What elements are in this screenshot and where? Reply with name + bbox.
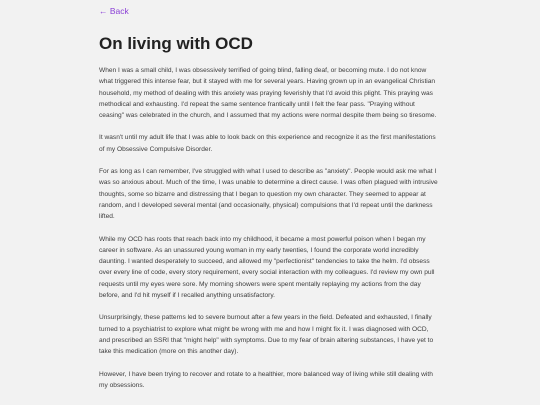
page-title: On living with OCD (99, 34, 253, 53)
article-container (99, 0, 441, 402)
article-paragraph-3: For as long as I can remember, I've struggled with what I used to describe as "anxiety". People would ask me what I was so anxious about. Much of the time, I was unable to determine a direct cause. I was often plagued with intrusive thoughts, some so bizarre and distressing that I began to question my own character. They seemed to appear at random, and I developed several mental (and occasionally, physical) compulsions that I'd repeat until the darkness lifted. (99, 168, 438, 221)
article-paragraph-5: Unsurprisingly, these patterns led to severe burnout after a few years in the field. Defeated and exhausted, I finally turned to a psychiatrist to explore what might be wrong with me and how I might fix it. I was diagnosed with OCD, and prescribed an SSRI that "might help" with symptoms. Due to my fear of brain altering substances, I have yet to take this medication (more on this another day). (99, 314, 434, 356)
article-paragraph-1: When I was a small child, I was obsessively terrified of going blind, falling deaf, or becoming mute. I do not know what triggered this intense fear, but it stayed with me for several years. Having grown up in an evangelical Christian household, my method of dealing with this anxiety was praying feverishly that I'd avoid this plight. This praying was methodical and exhausting. I'd repeat the same sentence frantically until I felt the fear pass. "Praying without ceasing" was celebrated in the church, and I assumed that my actions were normal despite them being so tiresome. (99, 67, 437, 120)
article-paragraph-4: While my OCD has roots that reach back into my childhood, it became a most powerful poison when I began my career in software. As an unassured young woman in my early twenties, I found the corporate world incredibly daunting. I wanted desperately to succeed, and allowed my "perfectionist" tendencies to take the helm. I'd obsess over every line of code, every story requirement, every social interaction with my colleagues. I'd review my own pull requests until my eyes were sore. My morning showers were spent mentally replaying my actions from the day before, and I'd hit myself if I recalled anything unsatisfactory. (99, 235, 435, 300)
back-link[interactable]: ← Back (99, 6, 129, 16)
article-paragraph-2: It wasn't until my adult life that I was able to look back on this experience and recognize it as the first manifestations of my Obsessive Compulsive Disorder. (99, 134, 436, 153)
article-paragraph-6: However, I have been trying to recover and rotate to a healthier, more balanced way of living while still dealing with my obsessions. (99, 370, 433, 389)
